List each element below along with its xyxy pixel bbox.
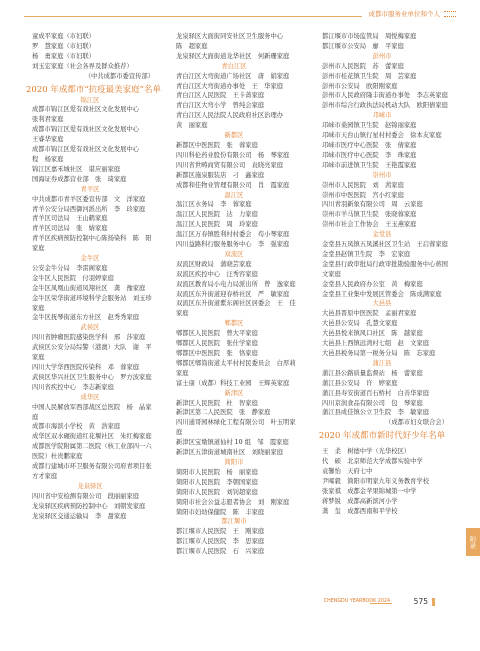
source-note: （成都市妇女联合会） — [385, 419, 448, 427]
header-ornament — [444, 11, 456, 17]
district-heading: 锦江区 — [80, 96, 100, 104]
list-item: 成都医学院附属第二医院（核工业部四一六医院）杜贵鹏家庭 — [32, 443, 152, 461]
list-item: 龙泉驿区大面街道龙华社区 何新珊家庭 — [176, 52, 290, 60]
list-item: 彭州市综合行政执法局机动大队 欧阳倩家庭 — [322, 102, 448, 110]
list-item: 青白江区人民法院人民政府社区治理办 — [176, 112, 284, 120]
list-item: 蒲江县成佳镇公立卫生院 李 敏家庭 — [322, 409, 430, 417]
list-item: 简阳市社会公益志愿者协会 刘 刚家庭 — [176, 498, 290, 506]
list-item: 四川省疾控中心 李志新家庭 — [32, 383, 114, 391]
page-footer — [0, 597, 480, 609]
list-item: 中共成都市青羊区委宣传部 文 洋家庭 — [32, 195, 146, 203]
list-item: 龙泉驿区疾病预防控制中心 刘朝发家庭 — [32, 502, 146, 510]
list-item: 郫都区人民医院 张仕学家庭 — [176, 340, 258, 348]
list-item: 新都区施泉服装店 刁 鑫家庭 — [176, 171, 265, 179]
list-item: 邛崃市桑园镇卫生院 赵锦丽家庭 — [322, 122, 417, 130]
district-heading: 双流区 — [224, 250, 244, 258]
list-item: 蒲江县寿安街道百石桥村 白善华家庭 — [322, 389, 430, 397]
list-item: 成都市锦江区爱有戏社区文化发展中心 — [32, 126, 140, 134]
list-item: 邛崃市医疗中心医院 张 倩家庭 — [322, 141, 417, 149]
list-item: 温江区万春镇胜利村村委会 苟小琴家庭 — [176, 231, 290, 239]
list-item: 龙泉驿区交通运输局 李 甜家庭 — [32, 512, 127, 520]
list-item: 郫都区中医医院 张 恪家庭 — [176, 350, 258, 357]
list-item: 陈 超家庭 — [176, 42, 208, 50]
list-item: 袁馨怡 天府七中 — [322, 468, 373, 476]
list-item: 四川省中安检测有限公司 段丽丽家庭 — [32, 492, 140, 500]
list-item: 青羊区司法局 王山鹤家庭 — [32, 215, 108, 223]
list-item: 四川省世畴商贸有限公司 袁晓亮家庭 — [176, 161, 284, 169]
list-item: 武侯区华兴社区卫生服务中心 罗方波家庭 — [32, 373, 152, 381]
header-title: 成都市服务业单位和个人 — [368, 10, 440, 18]
list-item: 公安金牛分局 李雷阁家庭 — [32, 264, 108, 272]
list-item: 大邑县上西镇远湾村七组 赵 文家庭 — [322, 340, 430, 348]
district-heading: 新津区 — [224, 389, 244, 397]
list-item: 彭州市桂花镇卫生院 周 芸家庭 — [322, 72, 417, 80]
list-item: 金堂县五凤镇五凤溪社区卫生站 王启蓉家庭 — [322, 241, 448, 249]
list-item: 锦江区嘉禾城社区 谌应丽家庭 — [32, 165, 121, 173]
list-item: 双流区疾控中心 汪秀容家庭 — [176, 270, 258, 278]
list-item: 都江堰市人民医院 石 兴家庭 — [176, 548, 265, 556]
list-item: 崇州市羊马镇卫生院 张晓蓉家庭 — [322, 211, 417, 219]
list-item: 青白江区人民医院 王卡蔷家庭 — [176, 92, 265, 100]
list-item: 简阳市人民医院 李朝国家庭 — [176, 478, 258, 486]
list-item: 新津区人民医院 杜 智家庭 — [176, 399, 258, 407]
list-item: 中国人民解放军西部战区总医院 杨 晶家庭 — [32, 403, 152, 421]
list-item: 程 杨家庭 — [32, 155, 64, 163]
district-heading: 新都区 — [224, 132, 244, 140]
list-item: 童成平家庭（市妇联） — [32, 33, 95, 40]
list-item: 都江堰市人民医院 王 刚家庭 — [176, 528, 265, 536]
list-item: 王 柔 树德中学（光华校区） — [322, 448, 411, 456]
list-item: 新都区中医医院 张 蓉家庭 — [176, 141, 258, 149]
list-item: 成都行建城市环卫服务有限公司府青项目张方才家庭 — [32, 463, 152, 480]
list-item: 四川科伦药业股份有限公司 杨 琴家庭 — [176, 151, 290, 159]
list-item: 青羊区疾病预防控制中心陈扬染科 陈 阳家庭 — [32, 235, 152, 253]
list-item: 成华区双水碾街道红花堰社区 朱红梅家庭 — [32, 433, 152, 441]
list-item: 双流区教育局小电力局派出所 曾 逸家庭 — [176, 280, 296, 288]
list-item: 双流区东升街道紫东阁社区居委会 王 佳家庭 — [176, 300, 296, 318]
list-item: 邛崃市医疗中心医院 李 珠家庭 — [322, 151, 417, 159]
list-item: 温江区水务局 李 蓉家庭 — [176, 201, 252, 209]
list-item: 青白江区大弯小学 曾纯会家庭 — [176, 102, 265, 110]
list-item: 新津区第二人民医院 张 静家庭 — [176, 409, 271, 417]
list-item: 新津区宝墩镇道仙村 10 组 邹 霞家庭 — [176, 439, 289, 447]
list-item: 武侯区公安分局综警（港澳）大队 谢 平家庭 — [32, 344, 152, 362]
list-item: 都江堰市市场监管局 周悦梅家庭 — [322, 33, 417, 40]
list-item: 代 硕 北京师范大学成都实验中学 — [322, 458, 423, 466]
list-item: 张利君家庭 — [32, 116, 64, 124]
section-title: 2020 年成都市“抗疫最美家庭”名单 — [26, 84, 162, 95]
list-item: 黄 丽家庭 — [176, 122, 208, 130]
list-item: 温江区人民医院 达 力家庭 — [176, 211, 258, 219]
list-item: 大邑县悦来镇风口社区 陈 越家庭 — [322, 330, 423, 338]
list-item: 青白江区大弯街道广场社区 唐 娟家庭 — [176, 72, 290, 80]
list-item: 郫都区郫筒街道太平村村民委员会 白厚莉家庭 — [176, 359, 296, 377]
list-item: 龙泉驿区大面街同安社区卫生服务中心 — [176, 33, 284, 40]
district-heading: 简阳市 — [224, 458, 244, 466]
list-item: 崇州市中医医院 宫小红家庭 — [322, 191, 404, 199]
district-heading: 成华区 — [80, 393, 100, 401]
list-item: 金堂县赵镇卫生院 李 宏家庭 — [322, 250, 411, 258]
list-item: 简阳市人民医院 杨 丽家庭 — [176, 468, 258, 476]
list-item: 刘玉宏家庭（社会各界及群众推荐） — [32, 62, 133, 70]
list-item: 邛崃市前进镇卫生院 王艳霞家庭 — [322, 161, 417, 169]
district-heading: 金堂县 — [372, 231, 392, 239]
list-item: 金牛区荣华街道环境科学会服务站 刘玉珍家庭 — [32, 294, 152, 312]
list-item: 简阳市妇幼保健院 陈 丰家庭 — [176, 508, 265, 516]
district-heading: 青白江区 — [221, 62, 247, 70]
district-heading: 彭州市 — [372, 52, 392, 60]
source-note: （中共成都市委宣传部） — [84, 72, 154, 80]
list-item: 大邑县税务局第一税务分局 陈 忘家庭 — [322, 350, 436, 357]
list-item: 蒲江县公路质量监督站 杨 蕾家庭 — [322, 369, 423, 377]
list-item: 富士康（成都）科技工业园 王辉英家庭 — [176, 379, 290, 387]
district-heading: 郫都区 — [224, 320, 244, 328]
district-heading: 青羊区 — [80, 185, 100, 193]
list-item: 金堂县人民政府办公室 黄 梅家庭 — [322, 280, 423, 288]
section-title: 2020 年成都市新时代好少年名单 — [318, 431, 446, 442]
district-heading: 大邑县 — [372, 300, 392, 308]
list-item: 青羊公安分局西御河派出所 李 玲家庭 — [32, 205, 146, 213]
district-heading: 温江区 — [224, 191, 244, 199]
district-heading: 邛崃市 — [372, 112, 392, 120]
list-item: 金堂县行政审批局行政审批勘验服务中心蒋国文家庭 — [322, 260, 448, 278]
list-item: 崇州市社会工作协会 王玉燕家庭 — [322, 221, 417, 229]
list-item: 金牛区凤凰山街道凤翔社区 龚 豫家庭 — [32, 284, 146, 292]
column-right — [316, 32, 448, 517]
list-item: 四川大学华西医院传染科 邓 蓉家庭 — [32, 364, 140, 371]
list-item: 大邑县公安局 孔慧文家庭 — [322, 320, 398, 328]
list-item: 蒋梦锐 成都高新滨河小学 — [322, 497, 398, 505]
list-item: 张家祺 成都金苹果锦城第一中学 — [322, 487, 417, 495]
list-item: 国海证券成都营业部 张 琦家庭 — [32, 175, 127, 183]
list-item: 四川青羽新象有限公司 周 云家庭 — [322, 201, 423, 209]
list-item: 崇州市人民医院 刘 茜家庭 — [322, 181, 404, 189]
list-item: 邛崃市天台山镇行星村村委会 徐本友家庭 — [322, 132, 442, 140]
list-item: 彭州市公安局 欧阳刚家庭 — [322, 82, 398, 90]
column-middle — [170, 32, 298, 557]
list-item: 罗 慧家庭（市妇联） — [32, 42, 95, 50]
list-item: 成都市锦江区爱有戏社区文化发展中心 — [32, 146, 140, 154]
list-item: 都江堰市公安局 廖 平家庭 — [322, 42, 404, 50]
list-item: 金堂县工业集中发展区管委会 陈成满家庭 — [322, 290, 442, 298]
list-item: 四川省肿瘤医院感染医学科 邢 莎家庭 — [32, 334, 146, 342]
footer-yearbook: CHENGDU YEARBOOK 2024 — [323, 599, 390, 604]
appendix-side-tab: 附录 — [466, 528, 480, 556]
district-heading: 都江堰市 — [221, 518, 247, 526]
list-item: 彭州市人民医院 苏 蕾家庭 — [322, 62, 404, 70]
district-heading: 崇州市 — [372, 171, 392, 179]
list-item: 都江堰市人民医院 李 思家庭 — [176, 538, 265, 546]
list-item: 尹晞毅 简阳市明家九年义务教育学校 — [322, 477, 430, 485]
list-item: 温江区人民医院 周 玲家庭 — [176, 221, 258, 229]
list-item: 王睿华家庭 — [32, 136, 64, 144]
list-item: 四川京润食品有限公司 包 琴家庭 — [322, 399, 423, 407]
list-item: 金牛区抚琴街道东方社区 赵秀秀家庭 — [32, 314, 140, 322]
list-item: 四川通哥园林绿化工程有限公司 叶玉明家庭 — [176, 419, 296, 437]
list-item: 成都和佳物业管理有限公司 肖 霞家庭 — [176, 181, 290, 189]
page-number: 575 — [413, 597, 428, 606]
list-item: 龚 玺 成都西南和平学校 — [322, 507, 398, 515]
header-rule — [24, 16, 362, 17]
district-heading: 武侯区 — [80, 324, 100, 332]
column-left — [26, 32, 162, 522]
district-heading: 蒲江县 — [372, 359, 392, 367]
list-item: 成都市海滨小学校 黄 浩家庭 — [32, 423, 121, 431]
list-item: 金牛区人民医院 付羽婷家庭 — [32, 274, 114, 282]
page-header — [0, 6, 480, 20]
list-item: 双流区东升街道迎春桥社区 严 敏家庭 — [176, 290, 290, 298]
district-heading: 龙泉驿区 — [77, 482, 103, 490]
list-item: 双流区财政局 蒲晓芸家庭 — [176, 260, 252, 268]
list-item: 简阳市人民医院 刘钊超家庭 — [176, 488, 258, 496]
list-item: 郫都区人民医院 曾大平家庭 — [176, 330, 258, 338]
list-item: 四川益路科行服务服务中心 李 强家庭 — [176, 241, 290, 249]
list-item: 彭州市人民政府隆丰街道办事处 李志英家庭 — [322, 92, 448, 100]
list-item: 成都市锦江区爱有戏社区文化发展中心 — [32, 106, 140, 114]
list-item: 新津区五津街道城南社区 刘晓丽家庭 — [176, 449, 284, 457]
list-item: 蒲江县公安局 许 婷家庭 — [322, 379, 398, 387]
list-item: 青羊区司法局 张 婧家庭 — [32, 225, 108, 233]
footer-bar — [432, 598, 435, 606]
list-item: 杨 勇家庭（市妇联） — [32, 52, 95, 60]
list-item: 青白江区大弯街道办事处 王 华家庭 — [176, 82, 284, 90]
list-item: 大邑县晋原中医医院 孟丽君家庭 — [322, 310, 417, 318]
district-heading: 金牛区 — [80, 255, 100, 263]
